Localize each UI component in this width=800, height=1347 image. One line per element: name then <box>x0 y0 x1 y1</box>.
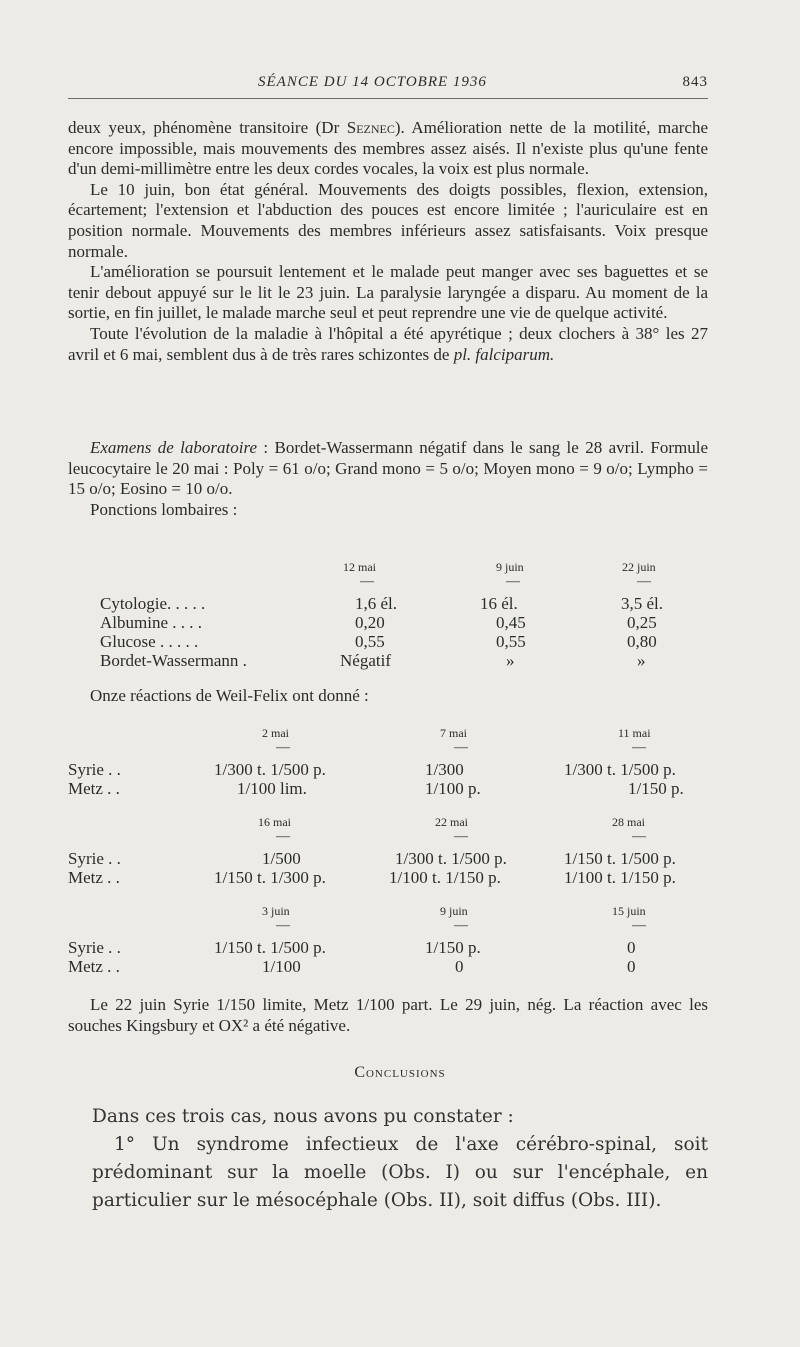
dash: — <box>632 829 646 844</box>
dash: — <box>360 574 374 589</box>
wf-row-label: Metz . . <box>68 779 120 798</box>
wf-cell: 1/500 <box>262 849 301 868</box>
paragraph-4 <box>68 324 708 365</box>
closing-paragraph <box>68 995 708 1036</box>
wf-row-label: Syrie . . <box>68 938 121 957</box>
wf-cell: 1/150 t. 1/500 p. <box>564 849 676 868</box>
lumbar-cell: » <box>637 651 646 670</box>
conclusions-title: Conclusions <box>354 1064 446 1081</box>
lumbar-cell: 3,5 él. <box>621 594 664 613</box>
body-text <box>68 118 708 365</box>
wf-cell: 0 <box>627 957 636 976</box>
wf-header: 16 mai <box>258 815 291 829</box>
wf-cell: 1/100 <box>262 957 301 976</box>
lumbar-cell: 0,80 <box>627 632 657 651</box>
wf-cell: 0 <box>627 938 636 957</box>
wf-cell: 1/100 t. 1/150 p. <box>389 868 501 887</box>
wf-row-label: Metz . . <box>68 868 120 887</box>
lumbar-cell: 16 él. <box>480 594 518 613</box>
paragraph-5-text: : Bordet-Wassermann négatif dans le sang le 28 avril. Formule leucocytaire le 20 mai : Poly = 61 o/o; Grand mono = 5 o/o; Moyen mono = 9 o/o; Lympho = 15 o/o; Eosino = 10 o/o. <box>68 438 708 499</box>
dash: — <box>276 829 290 844</box>
lumbar-cell: 0,25 <box>627 613 657 632</box>
conclusions-text <box>92 1103 708 1215</box>
lumbar-cell: 0,20 <box>355 613 385 632</box>
lumbar-cell: 1,6 él. <box>355 594 398 613</box>
paragraph-1-end: ). Amélioration nette de la motilité, marche encore impossible, mais mouvements des membres assez aisés. Il n'existe plus qu'une fente d'un demi-millimètre entre les deux cordes vocales, la voix est plus normale. <box>68 118 708 179</box>
dash: — <box>454 829 468 844</box>
lumbar-header: 9 juin <box>496 560 524 574</box>
paragraph-1-text: deux yeux, phénomène transitoire (Dr <box>68 118 347 137</box>
lumbar-header: 12 mai <box>343 560 376 574</box>
lumbar-row-label: Cytologie. . . . . <box>100 594 206 613</box>
paragraph-1 <box>68 118 708 180</box>
conclusions-point-1: 1° Un syndrome infectieux de l'axe cérébro-spinal, soit prédominant sur la moelle (Obs. I) ou sur l'encéphale, en particulier sur le mésocéphale (Obs. II), soit diffus (Obs. III). <box>92 1134 708 1211</box>
lab-label: Examens de laboratoire <box>90 438 257 457</box>
lab-section <box>68 438 708 520</box>
lumbar-row-label: Albumine . . . . <box>100 613 202 632</box>
wf-header: 22 mai <box>435 815 468 829</box>
lumbar-header: 22 juin <box>622 560 656 574</box>
lumbar-row-label: Glucose . . . . . <box>100 632 199 651</box>
species-name: pl. falciparum. <box>453 344 555 364</box>
conclusions-intro: Dans ces trois cas, nous avons pu constater : <box>92 1106 514 1127</box>
wf-header: 11 mai <box>618 726 651 740</box>
wf-cell: 0 <box>455 957 464 976</box>
page-number: 843 <box>682 74 708 90</box>
wf-cell: 1/150 t. 1/500 p. <box>214 938 326 957</box>
wf-cell: 1/300 <box>425 760 464 779</box>
running-head-title: SÉANCE DU 14 OCTOBRE 1936 <box>258 74 487 90</box>
wf-header: 9 juin <box>440 904 468 918</box>
dash: — <box>506 574 520 589</box>
wf-header: 2 mai <box>262 726 289 740</box>
paragraph-5 <box>68 438 708 500</box>
lumbar-cell: » <box>506 651 515 670</box>
wf-row-label: Metz . . <box>68 957 120 976</box>
wf-cell: 1/150 t. 1/300 p. <box>214 868 326 887</box>
lumbar-cell: 0,45 <box>496 613 526 632</box>
wf-cell: 1/150 p. <box>425 938 481 957</box>
wf-cell: 1/300 t. 1/500 p. <box>564 760 676 779</box>
wf-cell: 1/150 p. <box>628 779 684 798</box>
weil-felix-intro <box>68 686 708 707</box>
paragraph-2: Le 10 juin, bon état général. Mouvements des doigts possibles, flexion, extension, écartement; l'extension et l'abduction des pouces est encore limitée ; l'auriculaire est en position normale. Mouvements des membres inférieurs assez satisfaisants. Voix presque normale. <box>68 179 708 261</box>
paragraph-7: Onze réactions de Weil-Felix ont donné : <box>90 686 369 705</box>
lumbar-cell: Négatif <box>340 651 391 670</box>
wf-header: 7 mai <box>440 726 467 740</box>
paragraph-6: Ponctions lombaires : <box>90 499 238 519</box>
dash: — <box>632 918 646 933</box>
wf-header: 15 juin <box>612 904 646 918</box>
dash: — <box>632 740 646 755</box>
wf-cell: 1/300 t. 1/500 p. <box>214 760 326 779</box>
paragraph-3: L'amélioration se poursuit lentement et le malade peut manger avec ses baguettes et se tenir debout appuyé sur le lit le 23 juin. La paralysie laryngée a disparu. Au moment de la sortie, en fin juillet, le malade marche seul et peut reprendre une vie de quelque activité. <box>68 262 708 323</box>
wf-header: 28 mai <box>612 815 645 829</box>
wf-header: 3 juin <box>262 904 290 918</box>
lumbar-cell: 0,55 <box>496 632 526 651</box>
paragraph-4-text: Toute l'évolution de la maladie à l'hôpital a été apyrétique ; deux clochers à 38° les 27 avril et 6 mai, semblent dus à de très rares schizontes de <box>68 323 708 364</box>
wf-row-label: Syrie . . <box>68 760 121 779</box>
author-name: Seznec <box>346 118 395 137</box>
wf-cell: 1/100 p. <box>425 779 481 798</box>
header-rule <box>68 98 708 99</box>
lumbar-cell: 0,55 <box>355 632 385 651</box>
lumbar-row-label: Bordet-Wassermann . <box>100 651 247 670</box>
dash: — <box>454 740 468 755</box>
dash: — <box>276 918 290 933</box>
paragraph-8: Le 22 juin Syrie 1/150 limite, Metz 1/100 part. Le 29 juin, nég. La réaction avec les souches Kingsbury et OX² a été négative. <box>68 995 708 1035</box>
dash: — <box>637 574 651 589</box>
wf-cell: 1/300 t. 1/500 p. <box>395 849 507 868</box>
dash: — <box>276 740 290 755</box>
wf-cell: 1/100 lim. <box>237 779 307 798</box>
dash: — <box>454 918 468 933</box>
wf-cell: 1/100 t. 1/150 p. <box>564 868 676 887</box>
wf-row-label: Syrie . . <box>68 849 121 868</box>
